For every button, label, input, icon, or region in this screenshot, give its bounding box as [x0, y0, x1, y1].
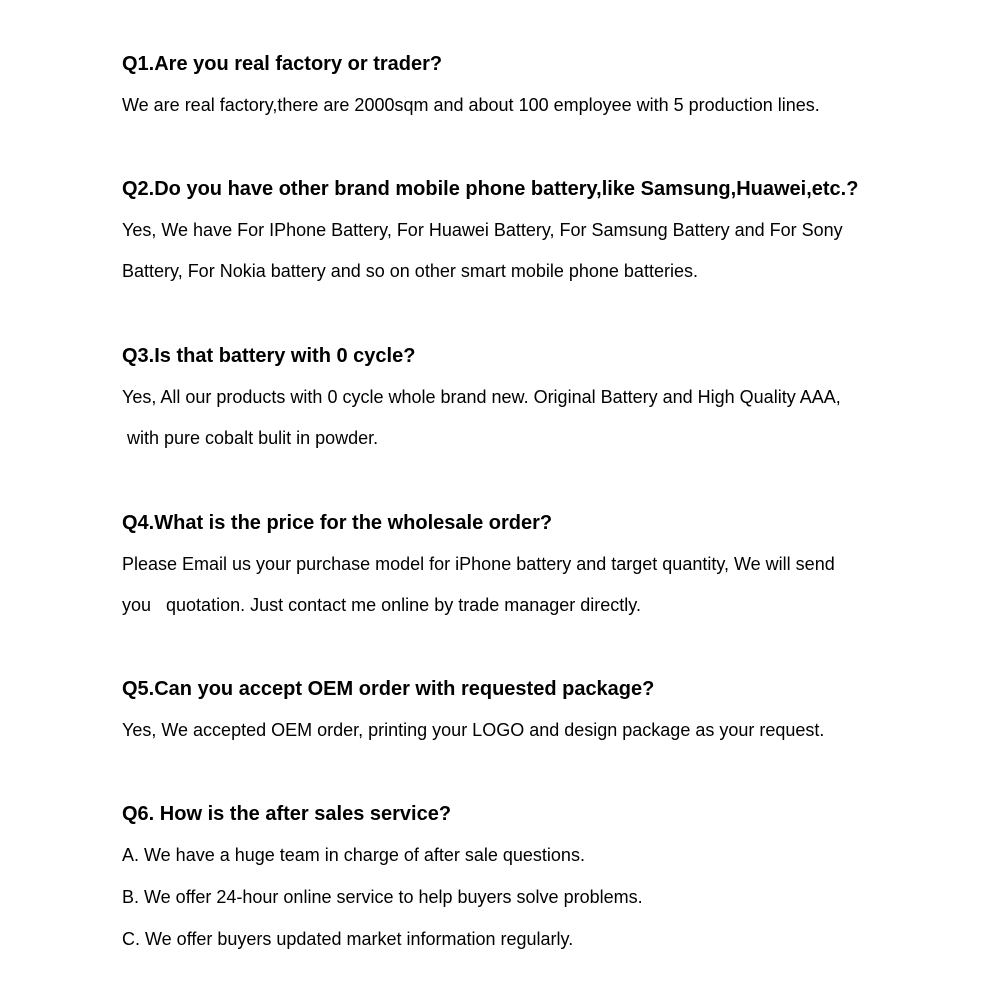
faq-answer-2-line-2: Battery, For Nokia battery and so on other smart mobile phone batteries. [122, 261, 698, 281]
faq-answer-2-line-1: Yes, We have For IPhone Battery, For Huawei Battery, For Samsung Battery and For Sony [122, 220, 843, 240]
faq-answer-6-line-2: B. We offer 24-hour online service to help buyers solve problems. [122, 887, 643, 907]
faq-answer-6-line-1: A. We have a huge team in charge of after sale questions. [122, 845, 585, 865]
faq-question-1: Q1.Are you real factory or trader? [122, 53, 443, 75]
faq-question-4: Q4.What is the price for the wholesale order? [122, 512, 553, 534]
faq-answer-4-line-2: you quotation. Just contact me online by trade manager directly. [122, 595, 641, 615]
faq-answer-6-line-3: C. We offer buyers updated market information regularly. [122, 929, 574, 949]
faq-answer-1-line-1: We are real factory,there are 2000sqm and about 100 employee with 5 production lines. [122, 95, 820, 115]
faq-question-5: Q5.Can you accept OEM order with requested package? [122, 678, 655, 700]
faq-answer-5-line-1: Yes, We accepted OEM order, printing your LOGO and design package as your request. [122, 720, 825, 740]
faq-answer-3-line-1: Yes, All our products with 0 cycle whole brand new. Original Battery and High Quality AAA, [122, 387, 841, 407]
faq-question-3: Q3.Is that battery with 0 cycle? [122, 345, 416, 367]
faq-answer-3-line-2: with pure cobalt bulit in powder. [122, 428, 379, 448]
faq-question-2: Q2.Do you have other brand mobile phone battery,like Samsung,Huawei,etc.? [122, 178, 859, 200]
faq-question-6: Q6. How is the after sales service? [122, 803, 452, 825]
faq-answer-4-line-1: Please Email us your purchase model for iPhone battery and target quantity, We will send [122, 554, 835, 574]
